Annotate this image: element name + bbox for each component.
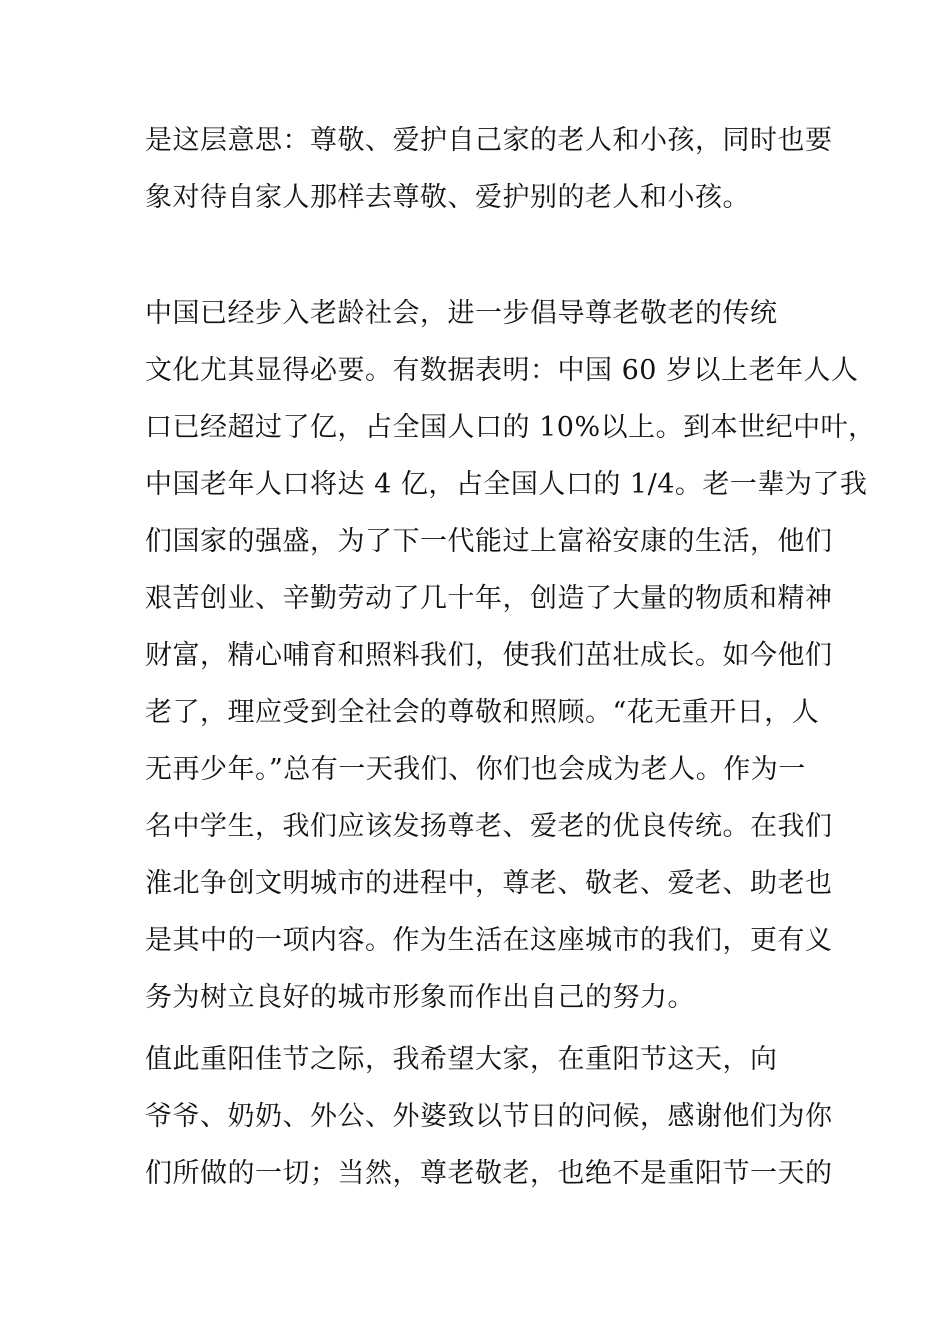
paragraph-line: 是其中的一项内容。作为生活在这座城市的我们，更有义: [145, 925, 833, 956]
paragraph-line: 财富，精心哺育和照料我们，使我们茁壮成长。如今他们: [145, 640, 833, 671]
paragraph-line: 艰苦创业、辛勤劳动了几十年，创造了大量的物质和精神: [145, 583, 833, 614]
paragraph-line: 淮北争创文明城市的进程中，尊老、敬老、爱老、助老也: [145, 868, 833, 899]
paragraph-line: 老了，理应受到全社会的尊敬和照顾。“花无重开日，人: [145, 697, 820, 728]
paragraph-line: 中国已经步入老龄社会，进一步倡导尊老敬老的传统: [145, 298, 778, 329]
paragraph-line: 爷爷、奶奶、外公、外婆致以节日的问候，感谢他们为你: [145, 1101, 833, 1132]
paragraph-line: 是这层意思：尊敬、爱护自己家的老人和小孩，同时也要: [145, 125, 833, 156]
paragraph-line: 值此重阳佳节之际，我希望大家，在重阳节这天，向: [145, 1044, 778, 1075]
paragraph-line: 务为树立良好的城市形象而作出自己的努力。: [145, 982, 695, 1013]
paragraph-line: 象对待自家人那样去尊敬、爱护别的老人和小孩。: [145, 182, 750, 213]
paragraph-line: 们所做的一切；当然，尊老敬老，也绝不是重阳节一天的: [145, 1158, 833, 1189]
paragraph-line: 中国老年人口将达 4 亿，占全国人口的 1/4。老一辈为了我: [145, 469, 868, 500]
paragraph-1: [145, 112, 833, 226]
paragraph-line: 文化尤其显得必要。有数据表明：中国 60 岁以上老年人人: [145, 355, 859, 386]
paragraph-line: 无再少年。”总有一天我们、你们也会成为老人。作为一: [145, 754, 806, 785]
paragraph-line: 名中学生，我们应该发扬尊老、爱老的优良传统。在我们: [145, 811, 833, 842]
paragraph-3: [145, 1031, 833, 1202]
paragraph-2: [145, 285, 876, 1026]
paragraph-line: 口已经超过了亿，占全国人口的 10%以上。到本世纪中叶，: [145, 412, 876, 443]
paragraph-line: 们国家的强盛，为了下一代能过上富裕安康的生活，他们: [145, 526, 833, 557]
